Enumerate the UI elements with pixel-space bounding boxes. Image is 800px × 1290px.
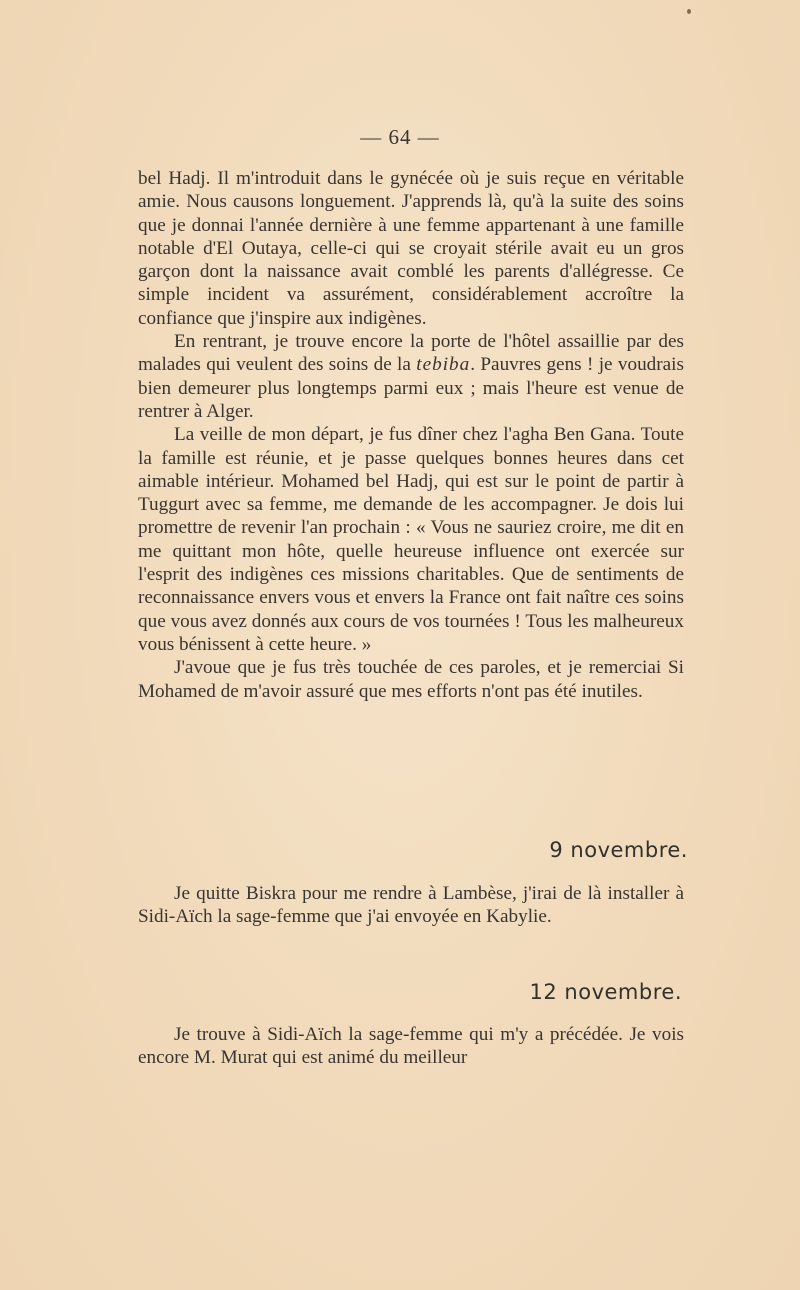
main-text [138,167,684,703]
paragraph-return-hotel [138,330,684,423]
date-heading: 9 novembre. [549,838,688,862]
date-heading: 12 novembre. [529,980,682,1004]
paragraph-text: En rentrant, je trouve encore la porte de l'hôtel assaillie par des malades qui veulent des soins de la [138,331,684,376]
paragraph-text: . Pauvres gens ! je voudrais bien demeurer plus longtemps parmi eux ; mais l'heure est venue de rentrer à Alger. [138,354,684,422]
italic-term: tebiba [416,354,471,376]
paragraph-sidi-aich: Je trouve à Sidi-Aïch la sage-femme qui m'y a précédée. Je vois encore M. Murat qui est animé du meilleur [138,1024,684,1069]
entry-text [138,882,684,929]
paragraph-biskra: Je quitte Biskra pour me rendre à Lambèse, j'irai de là installer à Sidi-Aïch la sage-femme que j'ai envoyée en Kabylie. [138,883,684,928]
page-number: — 64 — [360,125,440,149]
paragraph-avowal: J'avoue que je fus très touchée de ces paroles, et je remerciai Si Mohamed de m'avoir assuré que mes efforts n'ont pas été inutiles. [138,657,684,702]
paragraph-departure-eve: La veille de mon départ, je fus dîner chez l'agha Ben Gana. Toute la famille est réunie, et je passe quelques bonnes heures dans cet aimable intérieur. Mohamed bel Hadj, qui est sur le point de partir à Tuggurt avec sa femme, me demande de les accompagner. Je dois lui promettre de revenir l'an prochain : « Vous ne sauriez croire, me dit en me quittant mon hôte, quelle heureuse influence ont exercée sur l'esprit des indigènes ces missions charitables. Que de sentiments de reconnaissance envers vous et envers la France ont fait naître ces soins que vous avez donnés aux cours de vos tournées ! Tous les malheureux vous bénissent à cette heure. » [138,424,684,655]
paragraph-continuation: bel Hadj. Il m'introduit dans le gynécée où je suis reçue en véritable amie. Nous causons longuement. J'apprends là, qu'à la suite des soins que je donnai l'année dernière à une femme appartenant à une famille notable d'El Outaya, celle-ci qui se croyait stérile avait eu un gros garçon dont la naissance avait comblé les parents d'allégresse. Ce simple incident va assurément, considérablement accroître la confiance que j'inspire aux indigènes. [138,168,684,329]
entry-text [138,1023,684,1070]
paper-speck [687,9,691,14]
